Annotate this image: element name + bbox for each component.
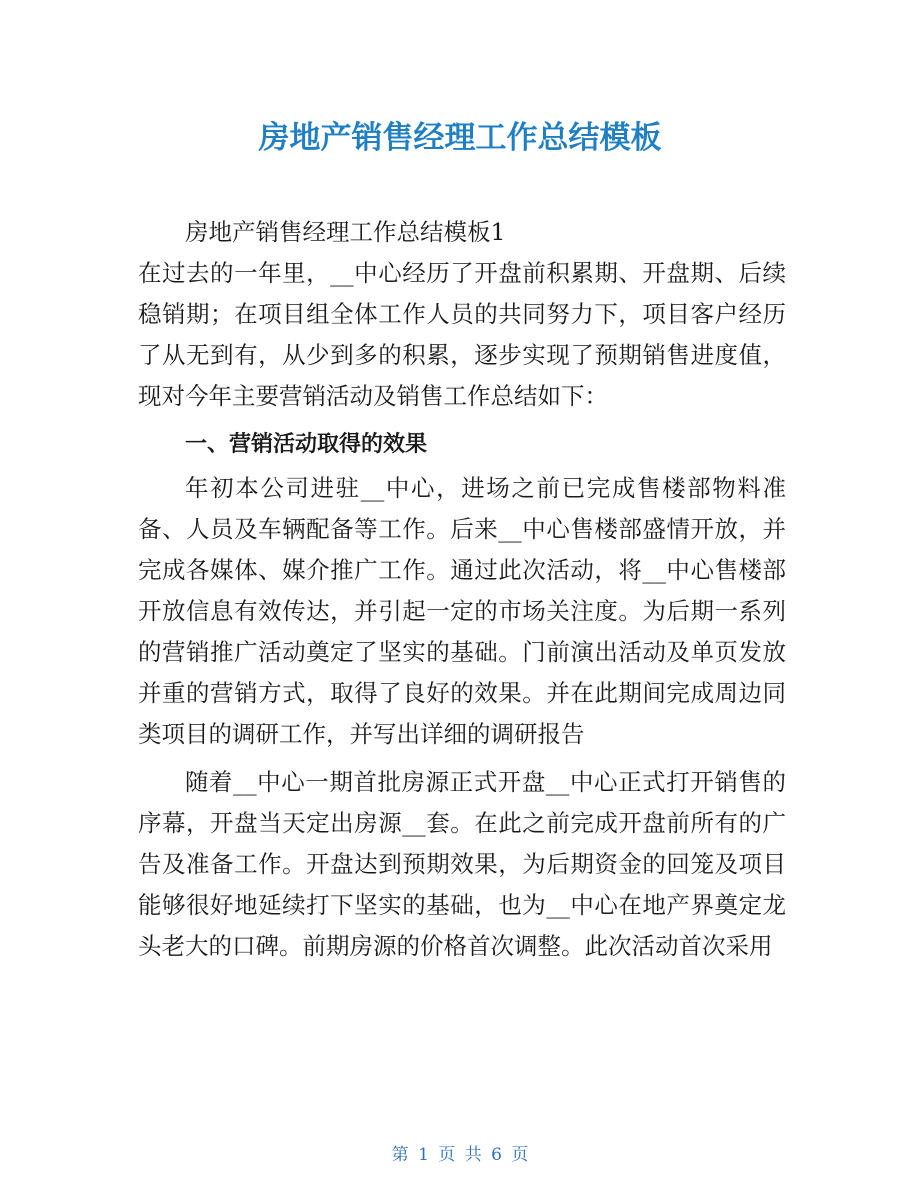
section-heading: 一、营销活动取得的效果 — [185, 432, 428, 457]
body-paragraph-1: 年初本公司进驻__中心，进场之前已完成售楼部物料准备、人员及车辆配备等工作。后来__中心售楼部盛情开放，并完成各媒体、媒介推广工作。通过此次活动，将__中心售楼部开放信息有效传达，并引起一定的市场关注度。为后期一系列的营销推广活动奠定了坚实的基础。门前演出活动及单页发放并重的营销方式，取得了良好的效果。并在此期间完成周边同类项目的调研工作，并写出详细的调研报告 — [138, 474, 786, 748]
body-paragraph-2: 随着__中心一期首批房源正式开盘__中心正式打开销售的序幕，开盘当天定出房源__套。在此之前完成开盘前所有的广告及准备工作。开盘达到预期效果，为后期资金的回笼及项目能够很好地延续打下坚实的基础，也为__中心在地产界奠定龙头老大的口碑。前期房源的价格首次调整。此次活动首次采用 — [138, 768, 786, 960]
page-number-footer: 第 1 页 共 6 页 — [391, 1145, 529, 1165]
document-title: 房地产销售经理工作总结模板 — [258, 120, 662, 156]
intro-paragraph: 在过去的一年里，__中心经历了开盘前积累期、开盘期、后续稳销期；在项目组全体工作人员的共同努力下，项目客户经历了从无到有，从少到多的积累，逐步实现了预期销售进度值，现对今年主要营销活动及销售工作总结如下： — [138, 259, 786, 410]
document-subtitle: 房地产销售经理工作总结模板1 — [185, 218, 506, 246]
document-body — [138, 212, 786, 967]
